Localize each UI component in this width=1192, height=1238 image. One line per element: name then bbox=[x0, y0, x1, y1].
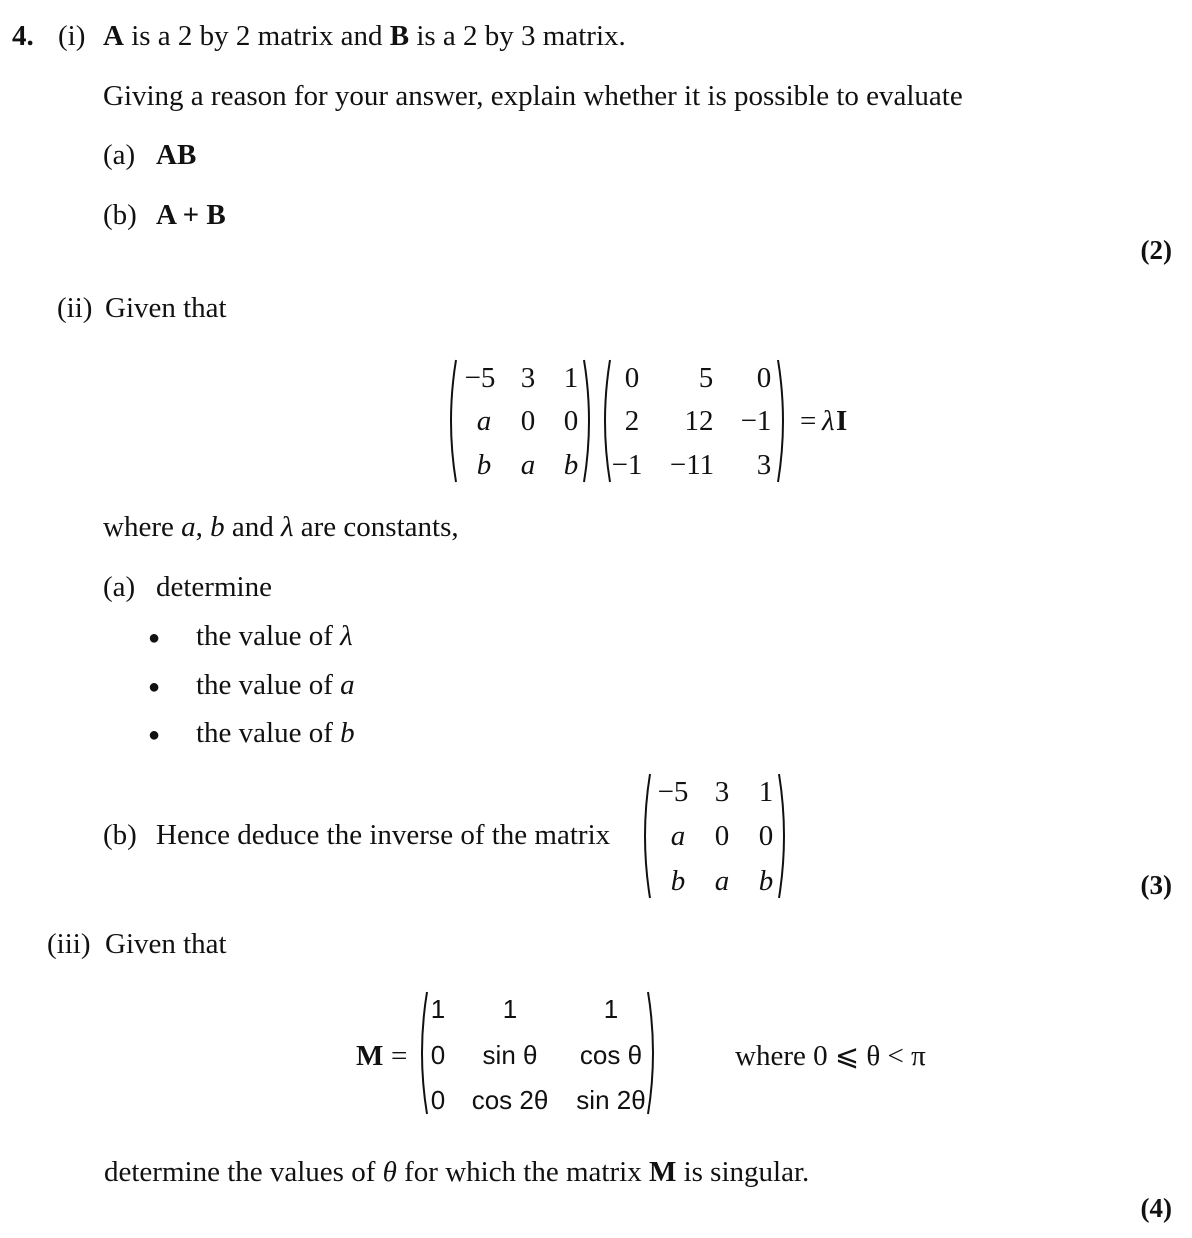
matrix-right-cell: 0 bbox=[624, 362, 640, 394]
part-ii-label: (ii) bbox=[57, 292, 93, 324]
text: are constants, bbox=[300, 511, 459, 543]
matrix-right-cell: 12 bbox=[684, 405, 714, 437]
matrix-right-cell: 0 bbox=[756, 362, 772, 394]
matrix-M-cell: 1 bbox=[430, 994, 446, 1024]
matrix-left-cell: −5 bbox=[464, 362, 496, 394]
part-i-statement bbox=[103, 22, 626, 51]
identity-matrix-symbol: I bbox=[836, 405, 848, 437]
matrix-right-cell: −1 bbox=[740, 405, 772, 437]
part-i-label: (i) bbox=[58, 20, 86, 52]
part-iii-task bbox=[104, 1158, 809, 1187]
matrix-M-cell: 1 bbox=[603, 994, 619, 1024]
matrix-left-cell: 0 bbox=[563, 405, 579, 437]
text: is singular. bbox=[683, 1156, 810, 1188]
part-ii-b-text: Hence deduce the inverse of the matrix bbox=[156, 819, 611, 851]
inverse-matrix-cell: 0 bbox=[714, 820, 730, 852]
matrix-left-cell: b bbox=[476, 449, 492, 481]
bullet-item bbox=[196, 622, 353, 651]
right-paren bbox=[777, 772, 791, 900]
matrix-M-symbol: M bbox=[648, 1156, 677, 1188]
bullet-item bbox=[196, 671, 355, 700]
matrix-right-cell: −11 bbox=[669, 449, 715, 481]
matrix-M-cell: sin 2θ bbox=[576, 1085, 646, 1115]
part-iii-intro: Given that bbox=[105, 928, 227, 960]
inverse-matrix-cell: a bbox=[714, 865, 730, 897]
bullet-icon: ● bbox=[148, 627, 161, 649]
marks-part-i: (2) bbox=[1140, 235, 1172, 265]
matrix-M-cell: cos 2θ bbox=[471, 1085, 549, 1115]
statement-text: is a 2 by 3 matrix. bbox=[416, 20, 626, 52]
text: the value of bbox=[196, 620, 333, 652]
matrix-left-cell: 3 bbox=[520, 362, 536, 394]
part-i-a-label: (a) bbox=[103, 139, 136, 171]
left-paren bbox=[444, 358, 458, 484]
right-paren bbox=[582, 358, 596, 484]
part-i-instruction: Giving a reason for your answer, explain whether it is possible to evaluate bbox=[103, 80, 963, 112]
marks-part-iii: (4) bbox=[1140, 1193, 1172, 1223]
question-number: 4. bbox=[12, 20, 34, 52]
theta-condition: where 0 ⩽ θ < π bbox=[735, 1040, 926, 1072]
matrix-M-cell: cos θ bbox=[579, 1040, 643, 1070]
matrix-right-cell: 5 bbox=[698, 362, 714, 394]
part-ii-b-label: (b) bbox=[103, 819, 137, 851]
left-paren bbox=[415, 990, 429, 1116]
part-i-a-expression: AB bbox=[156, 139, 197, 171]
matrix-left-cell: 1 bbox=[563, 362, 579, 394]
bullet-icon: ● bbox=[148, 724, 161, 746]
text: the value of bbox=[196, 669, 333, 701]
part-ii-intro: Given that bbox=[105, 292, 227, 324]
bullet-icon: ● bbox=[148, 676, 161, 698]
right-paren bbox=[776, 358, 790, 484]
matrix-right-cell: 2 bbox=[624, 405, 640, 437]
right-paren bbox=[646, 990, 660, 1116]
left-paren bbox=[598, 358, 612, 484]
inverse-matrix-cell: a bbox=[670, 820, 686, 852]
text: , bbox=[195, 511, 203, 543]
marks-part-ii: (3) bbox=[1140, 870, 1172, 900]
matrix-right-cell: 3 bbox=[756, 449, 772, 481]
text: the value of bbox=[196, 717, 333, 749]
text: for which the matrix bbox=[404, 1156, 642, 1188]
constants-statement bbox=[103, 513, 459, 542]
symbol-b: b bbox=[210, 511, 225, 543]
text: and bbox=[231, 511, 274, 543]
inverse-matrix-cell: 3 bbox=[714, 776, 730, 808]
matrix-M-cell: 0 bbox=[430, 1085, 446, 1115]
symbol-lambda: λ bbox=[280, 511, 294, 543]
matrix-M-cell: 0 bbox=[430, 1040, 446, 1070]
symbol-a: a bbox=[181, 511, 196, 543]
matrix-left-cell: 0 bbox=[520, 405, 536, 437]
part-i-b-label: (b) bbox=[103, 199, 137, 231]
inverse-matrix-cell: −5 bbox=[657, 776, 689, 808]
matrix-M-cell: sin θ bbox=[482, 1040, 538, 1070]
matrix-M-cell: 1 bbox=[502, 994, 518, 1024]
statement-text: is a 2 by 2 matrix and bbox=[131, 20, 383, 52]
part-i-b-expression: A + B bbox=[156, 199, 226, 231]
matrix-A-symbol: A bbox=[103, 20, 124, 52]
bullet-item bbox=[196, 719, 355, 748]
part-ii-a-text: determine bbox=[156, 571, 272, 603]
symbol-theta: θ bbox=[382, 1156, 397, 1188]
equals-sign: = bbox=[800, 405, 817, 437]
text: determine the values of bbox=[104, 1156, 376, 1188]
symbol: λ bbox=[340, 620, 353, 652]
matrix-B-symbol: B bbox=[389, 20, 410, 52]
matrix-left-cell: a bbox=[476, 405, 492, 437]
inverse-matrix-cell: b bbox=[670, 865, 686, 897]
symbol: b bbox=[340, 717, 355, 749]
matrix-right-cell: −1 bbox=[611, 449, 643, 481]
left-paren bbox=[638, 772, 652, 900]
text: where bbox=[103, 511, 174, 543]
symbol: a bbox=[340, 669, 355, 701]
inverse-matrix-cell: 0 bbox=[758, 820, 774, 852]
inverse-matrix-cell: 1 bbox=[758, 776, 774, 808]
equals-sign: = bbox=[391, 1040, 408, 1072]
matrix-left-cell: a bbox=[520, 449, 536, 481]
inverse-matrix-cell: b bbox=[758, 865, 774, 897]
matrix-M-symbol: M bbox=[356, 1040, 384, 1072]
matrix-left-cell: b bbox=[563, 449, 579, 481]
lambda-symbol: λ bbox=[822, 405, 835, 437]
part-ii-a-label: (a) bbox=[103, 571, 136, 603]
part-iii-label: (iii) bbox=[47, 928, 91, 960]
